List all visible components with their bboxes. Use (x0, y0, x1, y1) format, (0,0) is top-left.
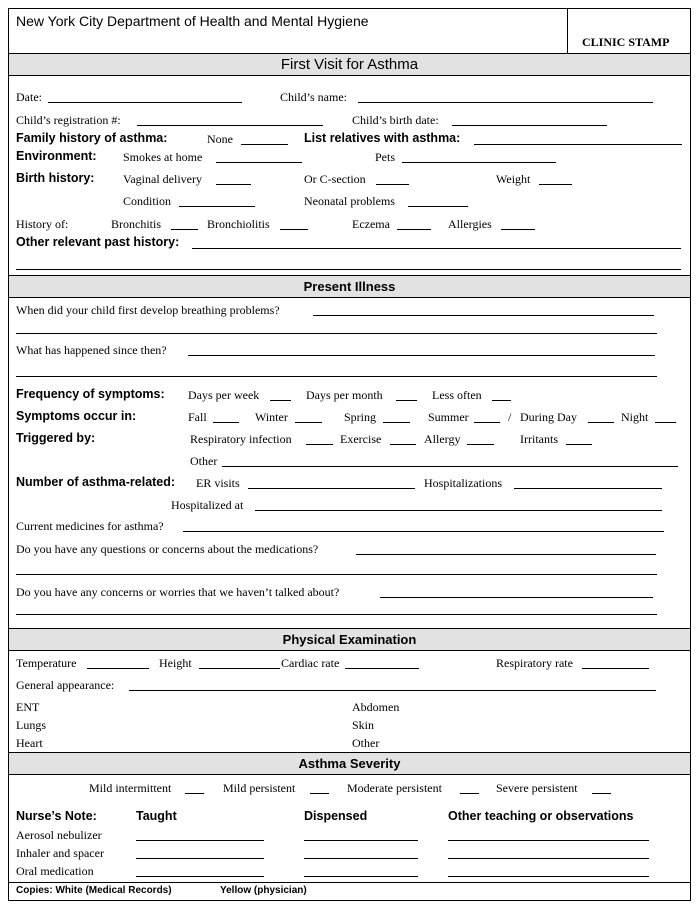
allergy-field[interactable] (467, 444, 494, 445)
pets-label: Pets (375, 150, 396, 164)
bronchiolitis-label: Bronchiolitis (207, 217, 270, 231)
moderate-persistent-field[interactable] (460, 793, 479, 794)
present-illness-header: Present Illness (9, 276, 690, 297)
lungs-label: Lungs (16, 718, 46, 732)
eczema-field[interactable] (397, 229, 431, 230)
asthma-severity-header: Asthma Severity (9, 753, 690, 774)
cardiac-field[interactable] (345, 668, 419, 669)
frequency-label: Frequency of symptoms: (16, 387, 165, 401)
winter-label: Winter (255, 410, 288, 424)
title-rule (8, 75, 691, 76)
q-meds-field[interactable] (356, 554, 656, 555)
number-related-label: Number of asthma-related: (16, 475, 176, 489)
date-field[interactable] (48, 102, 242, 103)
spring-field[interactable] (383, 422, 410, 423)
environment-label: Environment: (16, 149, 97, 163)
weight-field[interactable] (539, 184, 572, 185)
taught-header: Taught (136, 809, 177, 823)
inhaler-taught-field[interactable] (136, 858, 264, 859)
physical-exam-header: Physical Examination (9, 629, 690, 650)
weight-label: Weight (496, 172, 531, 186)
condition-field[interactable] (179, 206, 255, 207)
current-meds-label: Current medicines for asthma? (16, 519, 164, 533)
current-meds-field[interactable] (183, 531, 664, 532)
oral-dispensed-field[interactable] (304, 876, 418, 877)
q-worries-field[interactable] (380, 597, 653, 598)
temperature-label: Temperature (16, 656, 77, 670)
allergies-field[interactable] (501, 229, 535, 230)
q-first-field-2[interactable] (16, 333, 657, 334)
dispensed-header: Dispensed (304, 809, 368, 823)
birth-history-label: Birth history: (16, 171, 95, 185)
q-since-field[interactable] (188, 355, 655, 356)
copies-label: Copies: White (Medical Records) (16, 885, 172, 896)
bronchitis-label: Bronchitis (111, 217, 161, 231)
hospitalizations-label: Hospitalizations (424, 476, 502, 490)
allergy-label: Allergy (424, 432, 461, 446)
respiratory-label: Respiratory rate (496, 656, 573, 670)
abdomen-label: Abdomen (352, 700, 400, 714)
other-past-label: Other relevant past history: (16, 235, 180, 249)
height-label: Height (159, 656, 192, 670)
csection-field[interactable] (376, 184, 409, 185)
date-label: Date: (16, 90, 42, 104)
during-day-label: During Day (520, 410, 577, 424)
registration-field[interactable] (137, 125, 323, 126)
during-day-field[interactable] (588, 422, 614, 423)
allergies-label: Allergies (448, 217, 492, 231)
fall-field[interactable] (213, 422, 239, 423)
severe-persistent-label: Severe persistent (496, 781, 578, 795)
days-month-label: Days per month (306, 388, 383, 402)
summer-field[interactable] (474, 422, 500, 423)
neonatal-label: Neonatal problems (304, 194, 395, 208)
less-often-field[interactable] (492, 400, 511, 401)
oral-other-field[interactable] (448, 876, 649, 877)
q-since-label: What has happened since then? (16, 343, 167, 357)
q-meds-label: Do you have any questions or concerns about the medications? (16, 542, 319, 556)
footer-rule (8, 882, 691, 883)
smokes-label: Smokes at home (123, 150, 203, 164)
summer-label: Summer (428, 410, 469, 424)
csection-label: Or C-section (304, 172, 366, 186)
list-relatives-label: List relatives with asthma: (304, 131, 461, 145)
nurse-note-label: Nurse’s Note: (16, 809, 97, 823)
temperature-field[interactable] (87, 668, 149, 669)
other-past-field-2[interactable] (16, 269, 681, 270)
aerosol-taught-field[interactable] (136, 840, 264, 841)
height-field[interactable] (199, 668, 280, 669)
spring-label: Spring (344, 410, 377, 424)
less-often-label: Less often (432, 388, 482, 402)
q-worries-label: Do you have any concerns or worries that we haven’t talked about? (16, 585, 340, 599)
inhaler-label: Inhaler and spacer (16, 846, 104, 860)
exam-other-label: Other (352, 736, 380, 750)
child-name-field[interactable] (358, 102, 653, 103)
bronchiolitis-field[interactable] (280, 229, 308, 230)
history-of-label: History of: (16, 217, 69, 231)
skin-label: Skin (352, 718, 375, 732)
days-week-label: Days per week (188, 388, 260, 402)
other-past-field[interactable] (192, 248, 681, 249)
none-field[interactable] (241, 144, 288, 145)
days-month-field[interactable] (396, 400, 417, 401)
clinic-stamp-label: CLINIC STAMP (582, 35, 670, 49)
occur-in-label: Symptoms occur in: (16, 409, 137, 423)
moderate-persistent-label: Moderate persistent (347, 781, 442, 795)
q-worries-field-2[interactable] (16, 614, 657, 615)
er-visits-label: ER visits (196, 476, 240, 490)
exercise-label: Exercise (340, 432, 382, 446)
hospitalizations-field[interactable] (514, 488, 662, 489)
irritants-label: Irritants (520, 432, 558, 446)
bronchitis-field[interactable] (171, 229, 198, 230)
general-label: General appearance: (16, 678, 115, 692)
form-title: First Visit for Asthma (9, 54, 690, 75)
vaginal-label: Vaginal delivery (123, 172, 202, 186)
resp-infection-label: Respiratory infection (190, 432, 292, 446)
birth-date-field[interactable] (452, 125, 607, 126)
irritants-field[interactable] (566, 444, 592, 445)
q-since-field-2[interactable] (16, 376, 657, 377)
respiratory-field[interactable] (582, 668, 649, 669)
ent-label: ENT (16, 700, 40, 714)
q-meds-field-2[interactable] (16, 574, 657, 575)
stamp-divider (567, 8, 568, 53)
slash-label: / (508, 410, 512, 424)
exercise-field[interactable] (390, 444, 416, 445)
er-visits-field[interactable] (248, 488, 415, 489)
trigger-other-label: Other (190, 454, 218, 468)
agency-name: New York City Department of Health and Mental Hygiene (16, 13, 369, 29)
birth-date-label: Child’s birth date: (352, 113, 439, 127)
night-field[interactable] (655, 422, 676, 423)
family-history-label: Family history of asthma: (16, 131, 168, 145)
cardiac-label: Cardiac rate (281, 656, 340, 670)
mild-intermittent-label: Mild intermittent (89, 781, 172, 795)
q-first-label: When did your child first develop breathing problems? (16, 303, 280, 317)
resp-infection-field[interactable] (306, 444, 333, 445)
aerosol-other-field[interactable] (448, 840, 649, 841)
relatives-field[interactable] (474, 144, 682, 145)
vaginal-field[interactable] (216, 184, 251, 185)
inhaler-other-field[interactable] (448, 858, 649, 859)
mild-persistent-label: Mild persistent (223, 781, 296, 795)
mild-intermittent-field[interactable] (185, 793, 204, 794)
mild-persistent-field[interactable] (310, 793, 329, 794)
hospitalized-at-label: Hospitalized at (171, 498, 244, 512)
night-label: Night (621, 410, 649, 424)
condition-label: Condition (123, 194, 172, 208)
triggered-label: Triggered by: (16, 431, 96, 445)
inhaler-dispensed-field[interactable] (304, 858, 418, 859)
registration-label: Child’s registration #: (16, 113, 121, 127)
trigger-other-field[interactable] (222, 466, 678, 467)
severe-persistent-field[interactable] (592, 793, 611, 794)
q-first-field[interactable] (313, 315, 654, 316)
yellow-copy-label: Yellow (physician) (220, 885, 307, 896)
severity-rule-bottom (8, 774, 691, 775)
smokes-field[interactable] (216, 162, 302, 163)
child-name-label: Child’s name: (280, 90, 347, 104)
days-week-field[interactable] (270, 400, 291, 401)
pets-field[interactable] (402, 162, 556, 163)
winter-field[interactable] (295, 422, 322, 423)
general-field[interactable] (129, 690, 656, 691)
fall-label: Fall (188, 410, 207, 424)
physical-rule-bottom (8, 650, 691, 651)
heart-label: Heart (16, 736, 43, 750)
oral-label: Oral medication (16, 864, 94, 878)
hospitalized-at-field[interactable] (255, 510, 662, 511)
aerosol-label: Aerosol nebulizer (16, 828, 102, 842)
oral-taught-field[interactable] (136, 876, 264, 877)
none-label: None (207, 132, 233, 146)
present-rule-bottom (8, 297, 691, 298)
aerosol-dispensed-field[interactable] (304, 840, 418, 841)
eczema-label: Eczema (352, 217, 390, 231)
other-teaching-header: Other teaching or observations (448, 809, 634, 823)
neonatal-field[interactable] (408, 206, 468, 207)
